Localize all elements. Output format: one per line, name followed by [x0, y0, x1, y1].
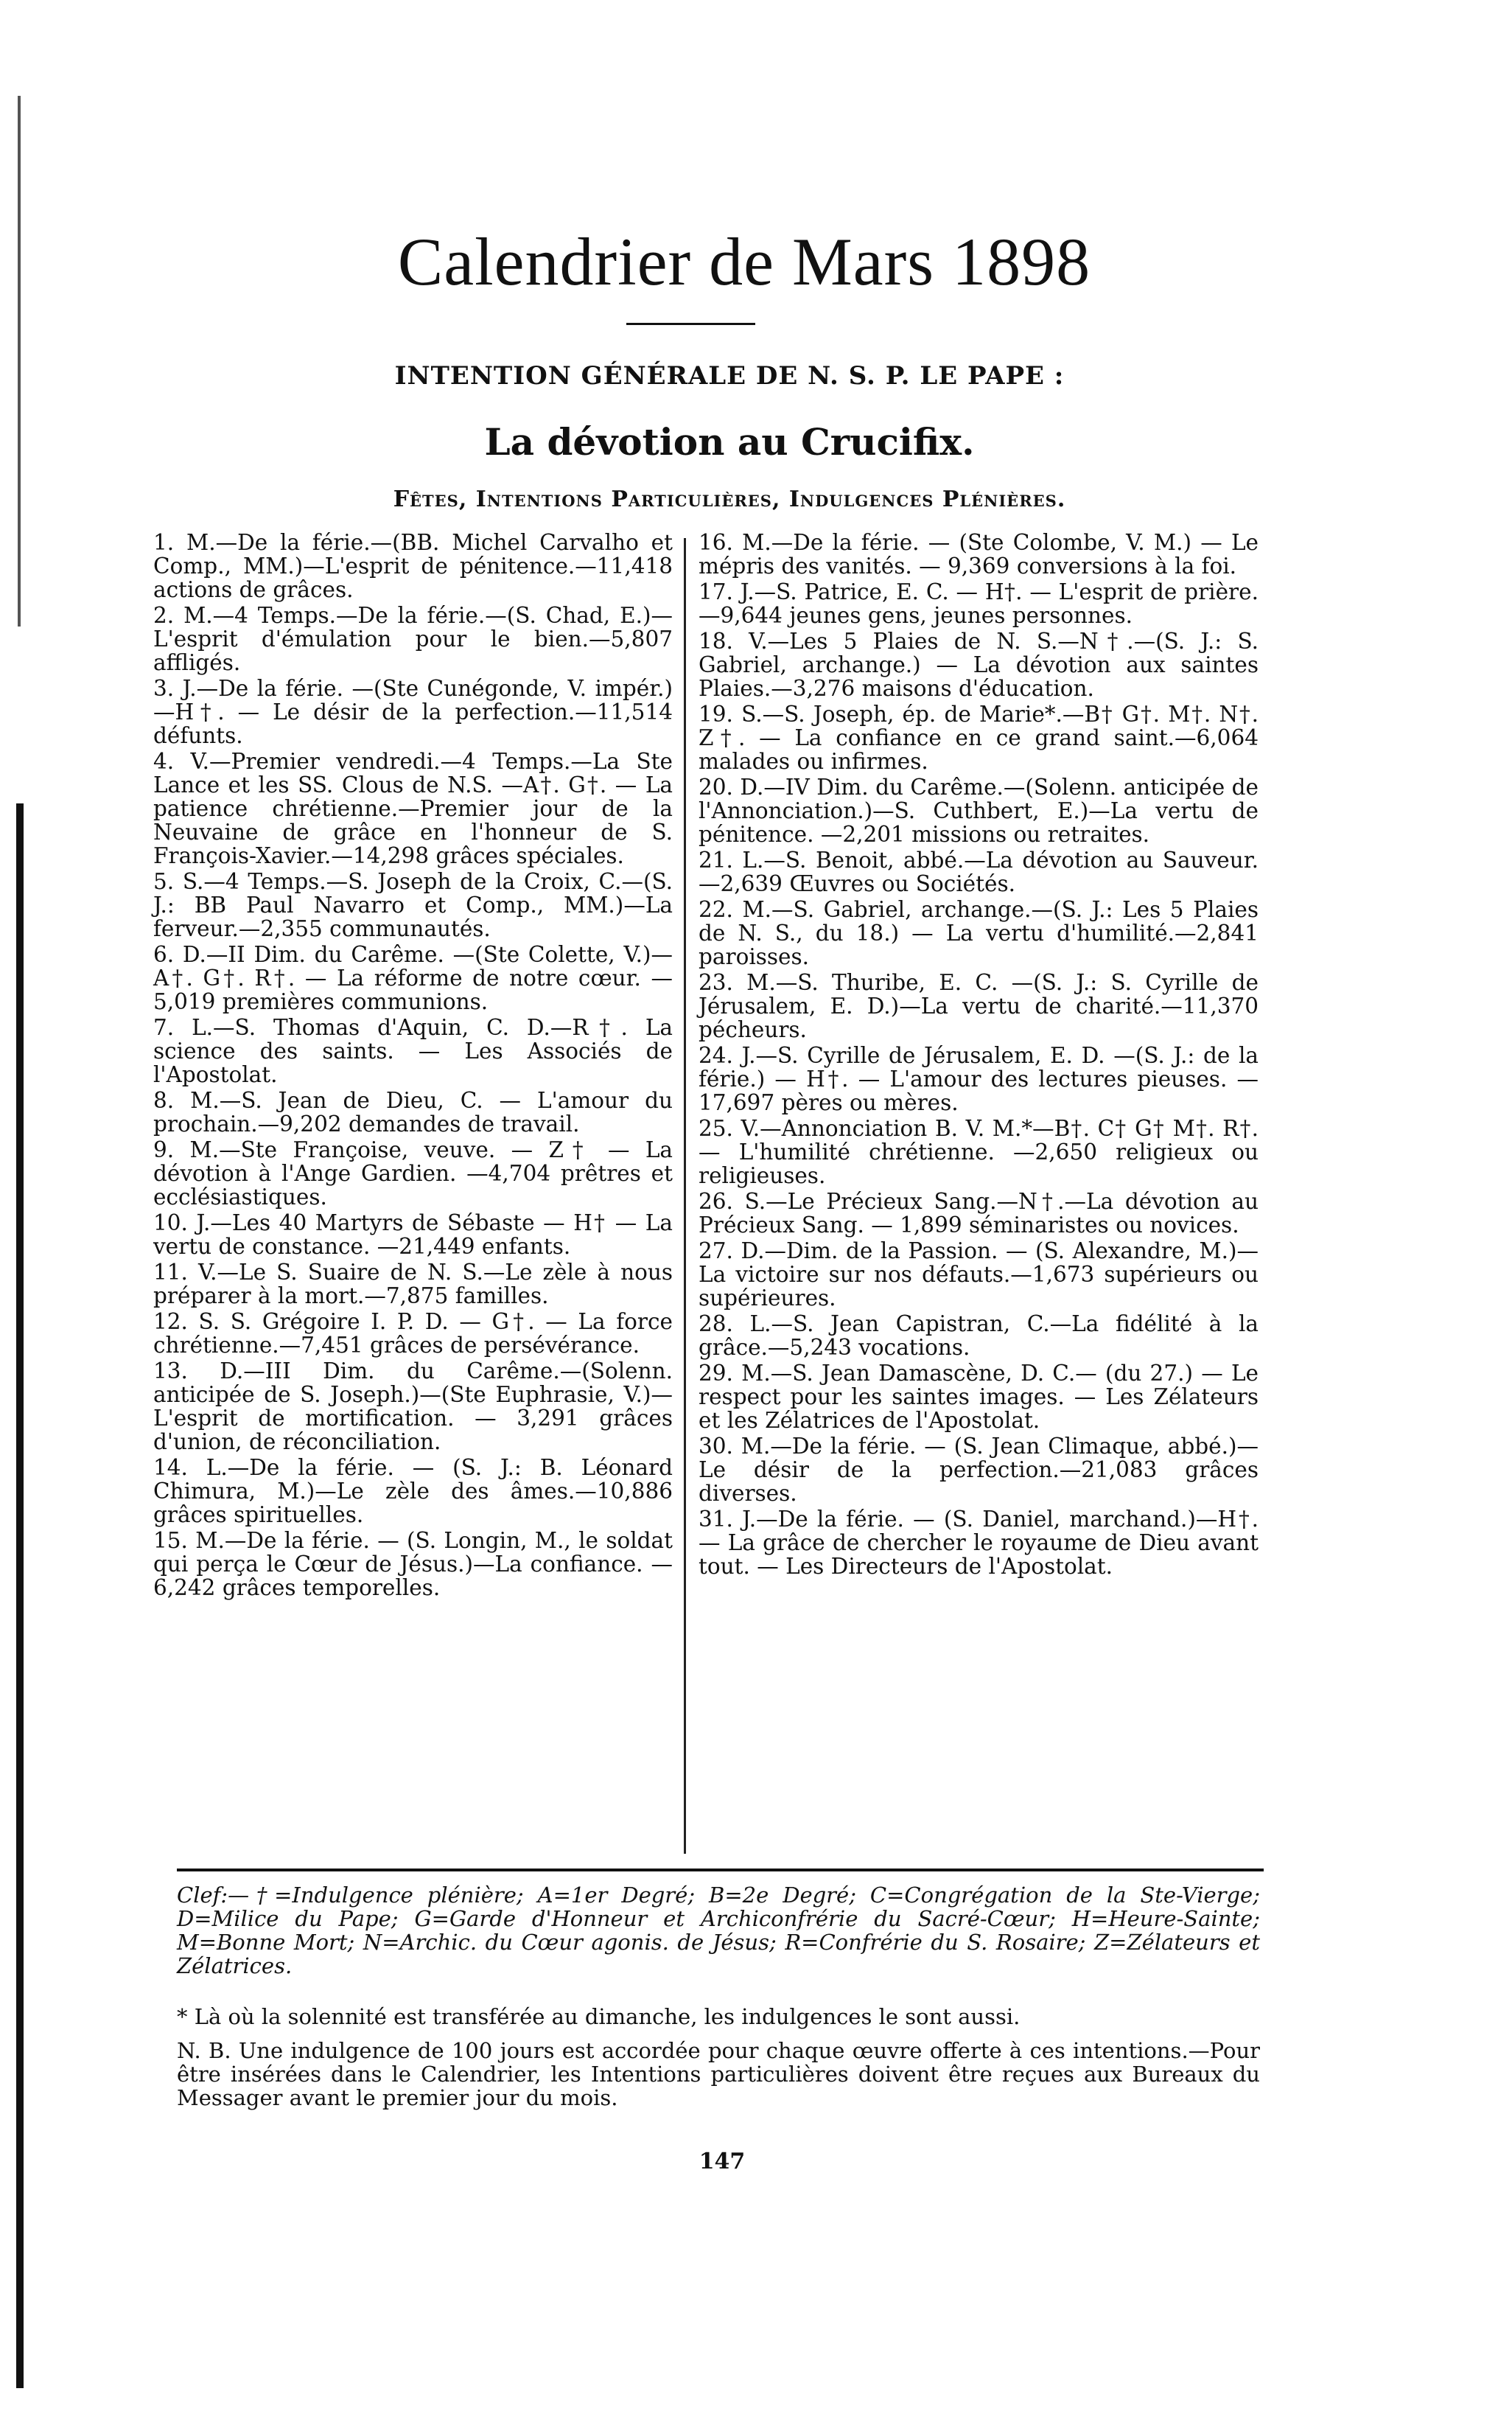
footnote-transfer: * Là où la solennité est transférée au dimanche, les indulgences le sont aussi.: [177, 2004, 1021, 2029]
calendar-entry: 22. M.—S. Gabriel, archange.—(S. J.: Les 5 Plaies de N. S., du 18.) — La vertu d'humilité.—2,841 paroisses.: [699, 897, 1259, 969]
footer-rule: [177, 1869, 1264, 1871]
calendar-entry: 7. L.—S. Thomas d'Aquin, C. D.—R†. La science des saints. — Les Associés de l'Apostolat.: [153, 1015, 673, 1087]
calendar-entry: 18. V.—Les 5 Plaies de N. S.—N†.—(S. J.: S. Gabriel, archange.) — La dévotion aux saintes Plaies.—3,276 maisons d'éducation.: [699, 629, 1259, 701]
calendar-entry: 26. S.—Le Précieux Sang.—N†.—La dévotion au Précieux Sang. — 1,899 séminaristes ou novices.: [699, 1189, 1259, 1238]
left-column: [153, 531, 673, 1602]
calendar-entry: 16. M.—De la férie. — (Ste Colombe, V. M.) — Le mépris des vanités. — 9,369 conversions à la foi.: [699, 530, 1259, 579]
calendar-entry: 1. M.—De la férie.—(BB. Michel Carvalho et Comp., MM.)—L'esprit de pénitence.—11,418 actions de grâces.: [153, 530, 673, 602]
calendar-entry: 19. S.—S. Joseph, ép. de Marie*.—B† G†. M†. N†. Z†. — La confiance en ce grand saint.—6,064 malades ou infirmes.: [699, 702, 1259, 774]
calendar-entry: 15. M.—De la férie. — (S. Longin, M., le soldat qui perça le Cœur de Jésus.)—La confiance. — 6,242 grâces temporelles.: [153, 1528, 673, 1600]
calendar-entry: 23. M.—S. Thuribe, E. C. —(S. J.: S. Cyrille de Jérusalem, E. D.)—La vertu de charité.—11,370 pécheurs.: [699, 970, 1259, 1042]
page-title: Calendrier de Mars 1898: [397, 224, 1091, 299]
calendar-entry: 4. V.—Premier vendredi.—4 Temps.—La Ste Lance et les SS. Clous de N.S. —A†. G†. — La patience chrétienne.—Premier jour de la Neuvaine de grâce en l'honneur de S. François-Xavier.—14,298 grâces spéciales.: [153, 749, 673, 868]
calendar-entry: 5. S.—4 Temps.—S. Joseph de la Croix, C.—(S. J.: BB Paul Navarro et Comp., MM.)—La ferveur.—2,355 communautés.: [153, 869, 673, 941]
page-number: 147: [699, 2149, 746, 2174]
calendar-entry: 28. L.—S. Jean Capistran, C.—La fidélité à la grâce.—5,243 vocations.: [699, 1311, 1259, 1360]
footnotes: [177, 2005, 1260, 2120]
legend-key: Clef:—†=Indulgence plénière; A=1er Degré; B=2e Degré; C=Congrégation de la Ste-Vierge; D=Milice du Pape; G=Garde d'Honneur et Archiconfrérie du Sacré-Cœur; H=Heure-Sainte; M=Bonne Mort; N=Archic. du Cœur agonis. de Jésus; R=Confrérie du S. Rosaire; Z=Zélateurs et Zélatrices.: [177, 1883, 1260, 1978]
calendar-entry: 17. J.—S. Patrice, E. C. — H†. — L'esprit de prière.—9,644 jeunes gens, jeunes personnes.: [699, 579, 1259, 628]
calendar-entry: 8. M.—S. Jean de Dieu, C. — L'amour du prochain.—9,202 demandes de travail.: [153, 1088, 673, 1137]
right-column: [699, 531, 1259, 1580]
calendar-entry: 10. J.—Les 40 Martyrs de Sébaste — H† — La vertu de constance. —21,449 enfants.: [153, 1210, 673, 1259]
calendar-entry: 25. V.—Annonciation B. V. M.*—B†. C† G† M†. R†. — L'humilité chrétienne. —2,650 religieux ou religieuses.: [699, 1116, 1259, 1188]
calendar-entry: 31. J.—De la férie. — (S. Daniel, marchand.)—H†. — La grâce de chercher le royaume de Dieu avant tout. — Les Directeurs de l'Apostolat.: [699, 1507, 1259, 1579]
calendar-entry: 27. D.—Dim. de la Passion. — (S. Alexandre, M.)—La victoire sur nos défauts.—1,673 supérieurs ou supérieures.: [699, 1238, 1259, 1311]
page-binding-edge: [16, 803, 24, 2388]
calendar-entry: 21. L.—S. Benoit, abbé.—La dévotion au Sauveur.—2,639 Œuvres ou Sociétés.: [699, 848, 1259, 896]
calendar-entry: 29. M.—S. Jean Damascène, D. C.— (du 27.) — Le respect pour les saintes images. — Les Zélateurs et les Zélatrices de l'Apostolat.: [699, 1361, 1259, 1433]
calendar-entry: 30. M.—De la férie. — (S. Jean Climaque, abbé.)—Le désir de la perfection.—21,083 grâces diverses.: [699, 1434, 1259, 1506]
intention-subject: La dévotion au Crucifix.: [484, 420, 975, 464]
calendar-entry: 2. M.—4 Temps.—De la férie.—(S. Chad, E.)—L'esprit d'émulation pour le bien.—5,807 affligés.: [153, 603, 673, 675]
calendar-entry: 6. D.—II Dim. du Carême. —(Ste Colette, V.)—A†. G†. R†. — La réforme de notre cœur. —5,019 premières communions.: [153, 942, 673, 1014]
title-rule: [626, 323, 755, 325]
column-divider: [684, 538, 686, 1854]
calendar-entry: 11. V.—Le S. Suaire de N. S.—Le zèle à nous préparer à la mort.—7,875 familles.: [153, 1260, 673, 1308]
page-edge-mark: [18, 96, 21, 627]
calendar-entry: 3. J.—De la férie. —(Ste Cunégonde, V. impér.)—H†. — Le désir de la perfection.—11,514 défunts.: [153, 676, 673, 748]
calendar-entry: 14. L.—De la férie. — (S. J.: B. Léonard Chimura, M.)—Le zèle des âmes.—10,886 grâces spirituelles.: [153, 1455, 673, 1527]
calendar-entry: 12. S. S. Grégoire I. P. D. — G†. — La force chrétienne.—7,451 grâces de persévérance.: [153, 1309, 673, 1358]
calendar-entry: 9. M.—Ste Françoise, veuve. — Z† — La dévotion à l'Ange Gardien. —4,704 prêtres et ecclésiastiques.: [153, 1137, 673, 1210]
calendar-entry: 13. D.—III Dim. du Carême.—(Solenn. anticipée de S. Joseph.)—(Ste Euphrasie, V.)—L'esprit de mortification. — 3,291 grâces d'union, de réconciliation.: [153, 1358, 673, 1454]
calendar-entry: 24. J.—S. Cyrille de Jérusalem, E. D. —(S. J.: de la férie.) — H†. — L'amour des lectures pieuses. —17,697 pères ou mères.: [699, 1043, 1259, 1115]
footnote-nb: N. B. Une indulgence de 100 jours est accordée pour chaque œuvre offerte à ces intentions.—Pour être insérées dans le Calendrier, les Intentions particulières doivent être reçues aux Bureaux du Messager avant le premier jour du mois.: [177, 2038, 1260, 2110]
intention-heading: INTENTION GÉNÉRALE DE N. S. P. LE PAPE :: [394, 361, 1065, 391]
section-heading: Fêtes, Intentions Particulières, Indulgences Plénières.: [393, 486, 1066, 512]
calendar-entry: 20. D.—IV Dim. du Carême.—(Solenn. anticipée de l'Annonciation.)—S. Cuthbert, E.)—La vertu de pénitence. —2,201 missions ou retraites.: [699, 775, 1259, 847]
